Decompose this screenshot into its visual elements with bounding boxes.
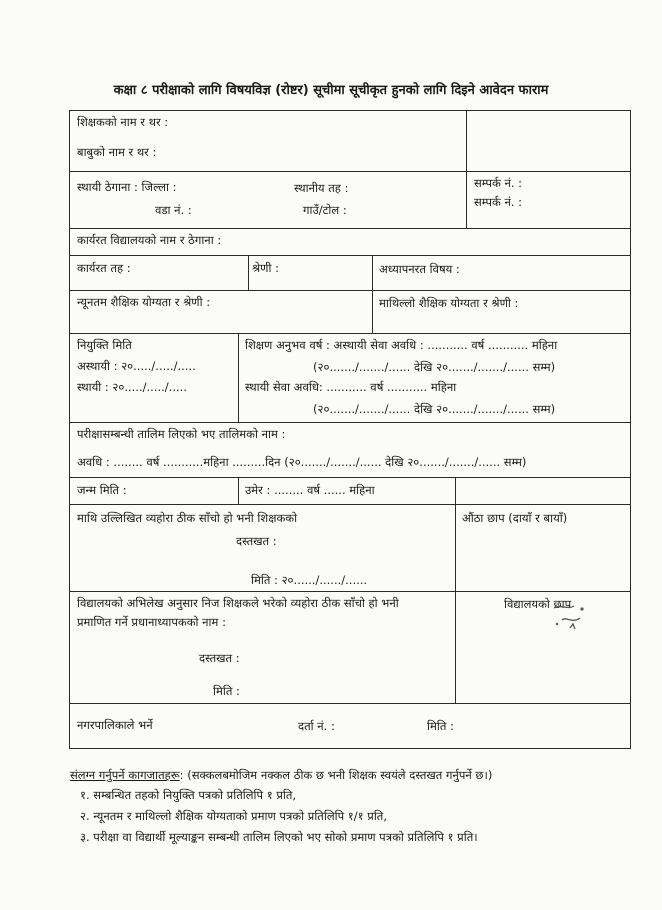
permanent-service-range: (२०......./......./...... देखि २०......./......./...... सम्म) (313, 402, 556, 416)
teacher-signature-label: दस्तखत : (236, 534, 277, 548)
attachments-heading (70, 768, 492, 782)
father-name-label: बाबुको नाम र थर : (77, 145, 157, 159)
attachments-title: संलग्न गर्नुपर्ने कागजातहरू (70, 768, 180, 782)
col-divider (466, 110, 467, 228)
teacher-declaration-text: माथि उल्लिखित व्यहोरा ठीक साँचो हो भनी शिक्षकको (77, 511, 298, 525)
contact-number-label: सम्पर्क नं. : (474, 195, 523, 209)
row-divider (69, 228, 631, 229)
contact-number-label: सम्पर्क नं. : (474, 176, 523, 190)
attachment-item: १. सम्बन्धित तहको नियुक्ति पत्रको प्रतिलिपि १ प्रति, (80, 788, 297, 802)
grade-label: श्रेणी : (252, 261, 279, 275)
row-divider (69, 504, 631, 505)
row-divider (69, 255, 631, 256)
permanent-address-district-label: स्थायी ठेगाना : जिल्ला : (77, 180, 177, 194)
thumb-print-label: औंठा छाप (दायाँ र बायाँ) (462, 511, 568, 525)
row-divider (69, 591, 631, 592)
training-duration-label: अवधि : ........ वर्ष ...........महिना .........दिन (२०......./......./...... देखि २०......./......./...... सम्म) (77, 455, 527, 469)
attachment-item: २. न्यूनतम र माथिल्लो शैक्षिक योग्यताको प्रमाण पत्रको प्रतिलिपि १/१ प्रति, (80, 809, 388, 823)
permanent-date-label: स्थायी : २०...../...../..... (77, 380, 187, 394)
col-divider (238, 333, 239, 422)
headteacher-signature-label: दस्तखत : (199, 651, 240, 665)
teaching-subject-label: अध्यापनरत विषय : (379, 262, 460, 276)
teacher-date-label: मिति : २०....../....../...... (251, 573, 368, 587)
village-tole-label: गाउँ/टोल : (303, 203, 347, 217)
training-name-label: परीक्षासम्बन्धी तालिम लिएको भए तालिमको नाम : (77, 427, 286, 441)
appointment-date-label: नियुक्ति मिति (77, 338, 132, 352)
ward-no-label: वडा नं. : (155, 203, 192, 217)
municipality-fill-label: नगरपालिकाले भर्ने (77, 718, 153, 732)
col-divider (372, 255, 373, 333)
registration-date-label: मिति : (427, 719, 454, 733)
row-divider (69, 422, 631, 423)
attachment-item: ३. परीक्षा वा विद्यार्थी मूल्याङ्कन सम्बन्धी तालिम लिएको भए सोको प्रमाण पत्रको प्रतिलिपि १ प्रति। (80, 830, 478, 844)
min-qualification-label: न्यूनतम शैक्षिक योग्यता र श्रेणी : (77, 295, 211, 309)
col-divider (455, 477, 456, 703)
form-title: कक्षा ८ परीक्षाको लागि विषयविज्ञ (रोष्टर) सूचीमा सूचीकृत हुनको लागि दिइने आवेदन फाराम (113, 83, 549, 98)
local-level-label: स्थानीय तह : (294, 181, 349, 195)
table-border-right (630, 110, 631, 748)
registration-number-label: दर्ता नं. : (298, 719, 335, 733)
headteacher-date-label: मिति : (213, 684, 240, 698)
school-stamp-label: विद्यालयको छाप (504, 597, 572, 611)
temporary-service-range: (२०......./......./...... देखि २०......./......./...... सम्म) (313, 360, 556, 374)
row-divider (69, 290, 631, 291)
temporary-date-label: अस्थायी : २०...../...../..... (77, 359, 196, 373)
stamp-mark-icon (548, 600, 592, 634)
row-divider (69, 171, 631, 172)
headteacher-name-label: प्रमाणित गर्ने प्रधानाध्यापकको नाम : (77, 615, 226, 629)
school-name-address-label: कार्यरत विद्यालयको नाम र ठेगाना : (77, 233, 222, 247)
birth-date-label: जन्म मिति : (77, 483, 127, 497)
teaching-experience-temporary: शिक्षण अनुभव वर्ष : अस्थायी सेवा अवधि : ........... वर्ष ........... महिना (245, 338, 558, 352)
attachments-note: : (सक्कलबमोजिम नक्कल ठीक छ भनी शिक्षक स्वयंले दस्तखत गर्नुपर्ने छ।) (179, 768, 493, 782)
working-level-label: कार्यरत तह : (77, 261, 131, 275)
teacher-name-label: शिक्षकको नाम र थर : (77, 115, 169, 129)
table-border-top (69, 110, 631, 111)
table-border-left (69, 110, 70, 748)
age-label: उमेर : ........ वर्ष ...... महिना (245, 483, 375, 497)
row-divider (69, 703, 631, 704)
higher-qualification-label: माथिल्लो शैक्षिक योग्यता र श्रेणी : (379, 296, 519, 310)
table-border-bottom (69, 748, 631, 749)
row-divider (69, 333, 631, 334)
col-divider (248, 255, 249, 290)
row-divider (69, 477, 631, 478)
col-divider (238, 477, 239, 504)
school-verification-text: विद्यालयको अभिलेख अनुसार निज शिक्षकले भरेको व्यहोरा ठीक साँचो हो भनी (77, 596, 399, 610)
teaching-experience-permanent: स्थायी सेवा अवधि: ........... वर्ष ........... महिना (245, 380, 457, 394)
